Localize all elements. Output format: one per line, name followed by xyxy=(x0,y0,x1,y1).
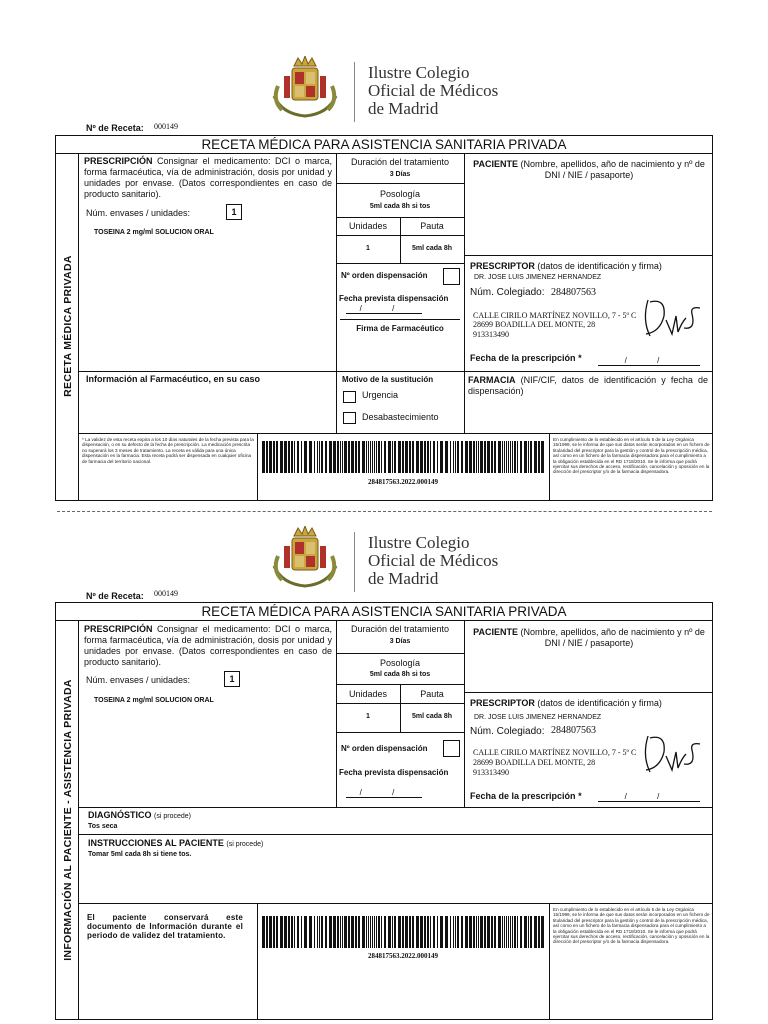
college-title-line-3: de Madrid xyxy=(368,569,439,588)
prescriber-signature-icon xyxy=(636,728,706,778)
address-line-2: 28699 BOADILLA DEL MONTE, 28 xyxy=(473,320,596,329)
address-line-1: CALLE CIRILO MARTÍNEZ NOVILLO, 7 - 5º C xyxy=(473,748,637,757)
posology-label: Posología xyxy=(379,658,421,668)
prescription-date-field[interactable]: / / xyxy=(598,356,700,366)
medication-name: TOSEINA 2 mg/ml SOLUCION ORAL xyxy=(94,697,214,704)
units-box[interactable]: 1 xyxy=(224,671,240,687)
form-title: RECETA MÉDICA PARA ASISTENCIA SANITARIA PRIVADA xyxy=(201,137,567,152)
urgency-label: Urgencia xyxy=(362,390,399,400)
recipe-number-label: Nº de Receta: xyxy=(86,123,144,133)
shortage-label: Desabastecimiento xyxy=(362,412,439,422)
barcode xyxy=(262,916,544,948)
colegiado-value: 284807563 xyxy=(551,725,596,736)
order-label: Nº orden dispensación xyxy=(341,271,428,280)
pharmacy-description: (NIF/CIF, datos de identificación y fecha de dispensación) xyxy=(468,375,708,396)
info-row-divider xyxy=(78,371,713,372)
patient-label: PACIENTE xyxy=(473,627,518,637)
order-label: Nº orden dispensación xyxy=(341,744,428,753)
units-header: Unidades xyxy=(348,689,388,699)
substitution-label: Motivo de la sustitución xyxy=(342,375,434,384)
barcode-text: 284817563.2022.000149 xyxy=(368,478,438,486)
prescription-label: PRESCRIPCIÓN xyxy=(84,156,153,166)
colegiado-label: Núm. Colegiado: xyxy=(470,726,545,737)
sidebar-divider xyxy=(78,153,79,501)
college-title-line-2: Oficial de Médicos xyxy=(368,551,499,570)
diagnosis-divider xyxy=(78,807,713,808)
prescriber-phone: 913313490 xyxy=(473,330,509,339)
duration-label: Duración del tratamiento xyxy=(350,624,450,634)
duration-value: 3 Días xyxy=(389,171,411,178)
header-divider xyxy=(354,62,355,122)
patient-copy xyxy=(0,470,768,980)
treatment-subdivider xyxy=(400,217,401,263)
barcode xyxy=(262,441,544,473)
instructions-value: Tomar 5ml cada 8h si tiene tos. xyxy=(88,851,192,858)
diagnosis-note: (si procede) xyxy=(154,813,191,820)
patient-divider xyxy=(464,692,713,693)
prescription-label: PRESCRIPCIÓN xyxy=(84,624,153,634)
posology-value: 5ml cada 8h si tos xyxy=(369,203,431,210)
prescription-date-label-text: Fecha de la prescripción xyxy=(470,353,576,363)
barcode-bar xyxy=(541,441,544,473)
instructions-divider xyxy=(78,834,713,835)
duration-label: Duración del tratamiento xyxy=(350,157,450,167)
expected-date-label: Fecha prevista dispensación xyxy=(339,768,449,777)
units-label: Núm. envases / unidades: xyxy=(86,675,191,685)
units-label: Núm. envases / unidades: xyxy=(86,208,191,218)
address-line-1: CALLE CIRILO MARTÍNEZ NOVILLO, 7 - 5º C xyxy=(473,311,637,320)
shortage-checkbox[interactable] xyxy=(343,412,356,424)
prescriber-name: DR. JOSE LUIS JIMENEZ HERNANDEZ xyxy=(474,274,602,281)
expected-date-field[interactable]: / / xyxy=(346,788,422,798)
college-title-line-2: Oficial de Médicos xyxy=(368,81,499,100)
treatment-divider-4 xyxy=(336,263,464,264)
treatment-divider-4 xyxy=(336,732,464,733)
prescriber-signature-icon xyxy=(636,292,706,342)
prescription-date-label xyxy=(470,791,582,802)
prescription-date-marker: * xyxy=(578,353,582,363)
pharmacist-info-label: Información al Farmacéutico, en su caso xyxy=(86,374,261,384)
instructions-label: INSTRUCCIONES AL PACIENTE xyxy=(88,838,224,848)
barcode-bar xyxy=(541,916,544,948)
sidebar-divider xyxy=(78,620,79,1020)
urgency-checkbox[interactable] xyxy=(343,391,356,403)
legal-text: En cumplimiento de lo establecido en el artículo 5 de la Ley Orgánica 15/1999, se le informa de que sus datos serán incorporados en un fichero de titularidad del prescriptor para la gestión y control de la prescripción médica, así como en un fichero de la farmacia dispensadora para el cumplimiento a la obligación establecida en el RD 1718/2010. Se le informa que podrá ejercitar sus derechos de acceso, rectificación, cancelación y oposición en la dirección del prescriptor y/o de la farmacia dispensadora. xyxy=(553,907,710,945)
prescription-instructions: Consignar el medicamento: DCI o marca, forma farmacéutica, vía de administración, dosis por unidad y unidades por envase. (Datos correspondientes en caso de producto sanitario). xyxy=(84,156,332,199)
legal-text: En cumplimiento de lo establecido en el artículo 5 de la Ley Orgánica 15/1999, se le informa de que sus datos serán incorporados en un fichero de titularidad del prescriptor para la gestión y control de la prescripción médica, así como en un fichero de la farmacia dispensadora para el cumplimiento a la obligación establecida en el RD 1718/2010. Se le informa que podrá ejercitar sus derechos de acceso, rectificación, cancelación y oposición en la dirección del prescriptor y/o de la farmacia dispensadora. xyxy=(553,437,710,475)
prescriber-label: PRESCRIPTOR xyxy=(470,261,535,271)
colegiado-label: Núm. Colegiado: xyxy=(470,287,545,298)
recipe-number-label: Nº de Receta: xyxy=(86,591,144,601)
instructions-heading xyxy=(88,838,263,849)
instructions-note: (si procede) xyxy=(226,841,264,848)
expected-date-field[interactable]: / / xyxy=(346,304,422,314)
address-line-2: 28699 BOADILLA DEL MONTE, 28 xyxy=(473,758,596,767)
pharmacy-block xyxy=(468,375,708,397)
treatment-divider-3 xyxy=(336,235,464,236)
units-box[interactable]: 1 xyxy=(226,204,242,220)
medication-name: TOSEINA 2 mg/ml SOLUCION ORAL xyxy=(94,229,214,236)
college-title-line-1: Ilustre Colegio xyxy=(368,63,470,82)
prescription-date-field[interactable]: / / xyxy=(598,792,700,802)
prescriber-phone: 913313490 xyxy=(473,768,509,777)
title-divider xyxy=(55,153,713,154)
prescriber-block xyxy=(470,698,662,709)
pauta-header: Pauta xyxy=(420,221,444,231)
treatment-divider-3 xyxy=(336,703,464,704)
college-crest-icon xyxy=(268,526,342,590)
order-box[interactable] xyxy=(443,268,460,285)
patient-block xyxy=(470,627,708,649)
prescriber-label: PRESCRIPTOR xyxy=(470,698,535,708)
barcode-text: 284817563.2022.000149 xyxy=(368,952,438,960)
pauta-value: 5ml cada 8h xyxy=(411,713,453,720)
prescriber-description: (datos de identificación y firma) xyxy=(537,261,662,271)
pharmacy-label: FARMACIA xyxy=(468,375,516,385)
title-divider xyxy=(55,620,713,621)
colegiado-value: 284807563 xyxy=(551,287,596,298)
recipe-number: 000149 xyxy=(154,122,178,131)
treatment-divider-1 xyxy=(336,183,464,184)
treatment-subdivider xyxy=(400,684,401,732)
sidebar-label: RECETA MÉDICA PRIVADA xyxy=(62,255,74,397)
bottom-divider-2 xyxy=(549,903,550,1020)
prescription-date-label xyxy=(470,353,582,364)
units-header: Unidades xyxy=(348,221,388,231)
pauta-header: Pauta xyxy=(420,689,444,699)
prescription-copy xyxy=(0,0,768,510)
sidebar-label: INFORMACIÓN AL PACIENTE - ASISTENCIA PRIVADA xyxy=(62,679,74,961)
prescription-instructions: Consignar el medicamento: DCI o marca, forma farmacéutica, vía de administración, dosis por unidad y unidades por envase. (Datos correspondientes en caso de producto sanitario). xyxy=(84,624,332,667)
patient-block xyxy=(470,159,708,181)
order-box[interactable] xyxy=(443,740,460,757)
patient-divider xyxy=(464,255,713,256)
form-title: RECETA MÉDICA PARA ASISTENCIA SANITARIA PRIVADA xyxy=(201,604,567,619)
college-title-line-3: de Madrid xyxy=(368,99,439,118)
column-divider-2 xyxy=(464,620,465,807)
diagnosis-value: Tos seca xyxy=(88,823,118,830)
patient-description: (Nombre, apellidos, año de nacimiento y nº de DNI / NIE / pasaporte) xyxy=(520,159,705,180)
college-crest-icon xyxy=(268,56,342,120)
diagnosis-heading xyxy=(88,810,191,821)
pauta-value: 5ml cada 8h xyxy=(411,245,453,252)
prescription-block xyxy=(84,156,332,200)
duration-value: 3 Días xyxy=(389,638,411,645)
prescriber-description: (datos de identificación y firma) xyxy=(537,698,662,708)
units-value: 1 xyxy=(366,713,370,720)
patient-description: (Nombre, apellidos, año de nacimiento y nº de DNI / NIE / pasaporte) xyxy=(520,627,705,648)
expected-date-label: Fecha prevista dispensación xyxy=(339,294,449,303)
bottom-divider-1 xyxy=(257,903,258,1020)
prescriber-block xyxy=(470,261,662,272)
prescription-date-marker: * xyxy=(578,791,582,801)
validity-note: * La validez de esta receta expira a los 10 días naturales de la fecha prevista para la dispensación, o en su defecto de la fecha de prescripción. La medicación prescrita no superará los 3 meses de tratamiento. La receta es válida para una única dispensación en la farmacia. Esta receta podrá ser dispensada en cualquier oficina de farmacia del territorio nacional. xyxy=(82,437,254,464)
posology-label: Posología xyxy=(379,189,421,199)
header-divider xyxy=(354,532,355,592)
treatment-divider-1 xyxy=(336,653,464,654)
prescriber-name: DR. JOSE LUIS JIMENEZ HERNANDEZ xyxy=(474,714,602,721)
college-title-line-1: Ilustre Colegio xyxy=(368,533,470,552)
pharmacist-signature-line xyxy=(340,319,460,320)
patient-label: PACIENTE xyxy=(473,159,518,169)
bottom-row-divider xyxy=(78,903,713,904)
column-divider-2 xyxy=(464,153,465,433)
units-value: 1 xyxy=(366,245,370,252)
prescription-date-label-text: Fecha de la prescripción xyxy=(470,791,576,801)
prescription-block xyxy=(84,624,332,668)
pharmacist-signature-label: Firma de Farmacéutico xyxy=(356,324,444,333)
recipe-number: 000149 xyxy=(154,589,178,598)
diagnosis-label: DIAGNÓSTICO xyxy=(88,810,152,820)
bottom-row-divider xyxy=(78,433,713,434)
posology-value: 5ml cada 8h si tos xyxy=(369,671,431,678)
keep-note: El paciente conservará este documento de Información durante el periodo de validez del tratamiento. xyxy=(87,913,243,940)
